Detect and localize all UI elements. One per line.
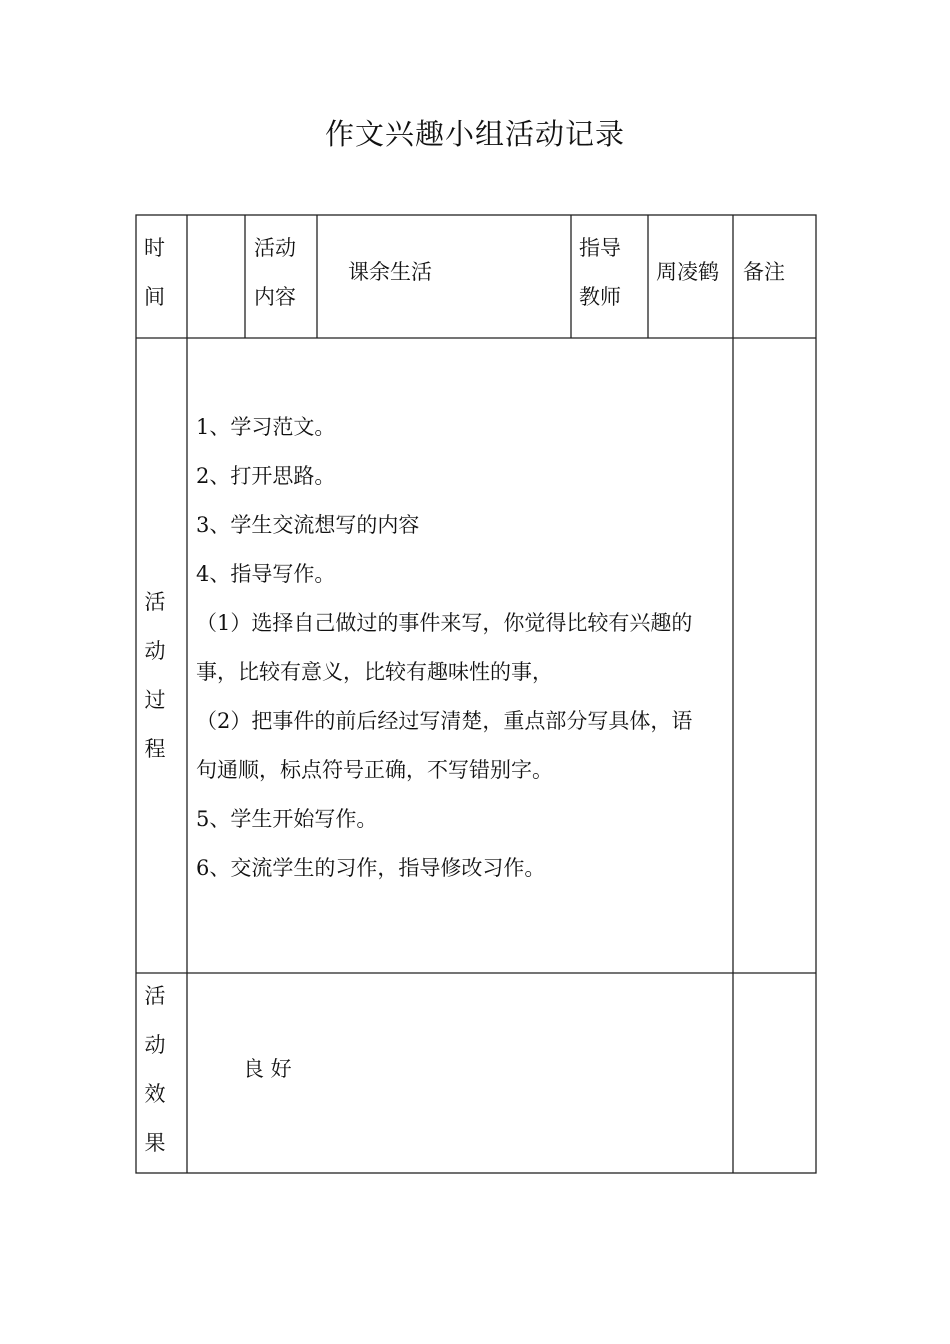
process-label: 活 动 过 程 <box>144 590 166 761</box>
process-step: 3、学生交流想写的内容 <box>196 513 420 537</box>
process-step: 5、学生开始写作。 <box>196 807 378 831</box>
process-step: 1、学习范文。 <box>196 415 336 439</box>
process-step: 2、打开思路。 <box>196 464 336 488</box>
teacher-label: 指导 教师 <box>579 236 621 309</box>
process-step: 4、指导写作。 <box>196 562 336 586</box>
time-label: 时 间 <box>144 236 165 309</box>
process-step: 6、交流学生的习作，指导修改习作。 <box>196 856 546 880</box>
page-title: 作文兴趣小组活动记录 <box>324 117 625 151</box>
process-step: （2）把事件的前后经过写清楚，重点部分写具体，语 <box>196 709 693 733</box>
remarks-label: 备注 <box>743 260 785 284</box>
process-step: 句通顺，标点符号正确，不写错别字。 <box>196 758 553 782</box>
teacher-name: 周凌鹤 <box>656 260 719 284</box>
effect-value: 良 好 <box>243 1057 292 1081</box>
process-step: （1）选择自己做过的事件来写，你觉得比较有兴趣的 <box>196 611 693 635</box>
process-step: 事，比较有意义，比较有趣味性的事， <box>196 660 553 684</box>
effect-label: 活 动 效 果 <box>144 984 166 1155</box>
process-steps <box>196 403 726 893</box>
activity-content-label: 活动 内容 <box>254 236 296 309</box>
activity-content-value: 课余生活 <box>348 260 432 284</box>
